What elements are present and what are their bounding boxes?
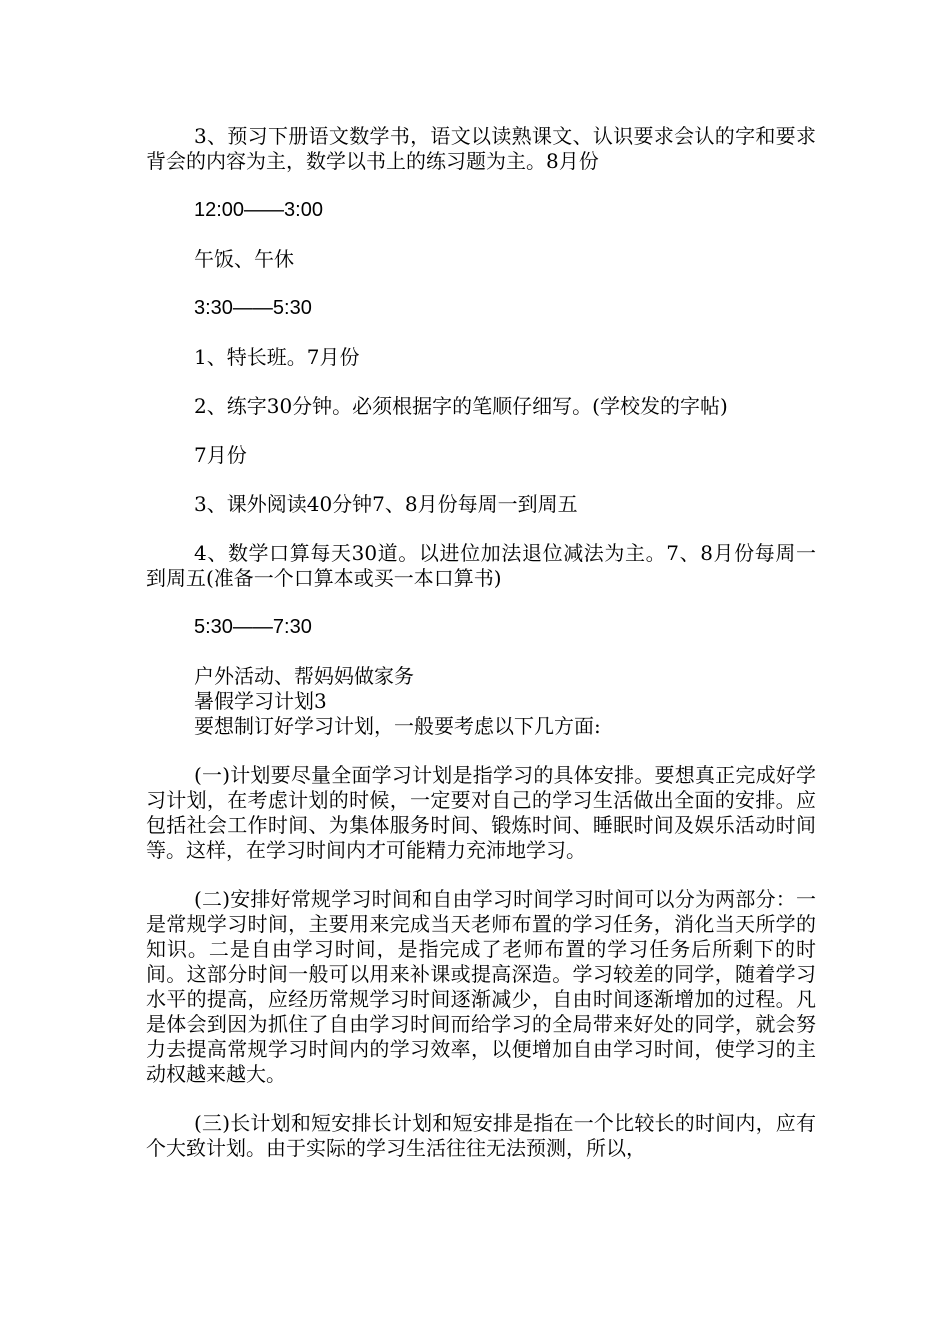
item-month-label: 7月份 — [194, 443, 247, 467]
paragraph-point-one: (一)计划要尽量全面学习计划是指学习的具体安排。要想真正完成好学习计划，在考虑计划的时候，一定要对自己的学习生活做出全面的安排。应包括社会工作时间、为集体服务时间、锻炼时间、睡眠时间及娱乐活动时间等。这样，在学习时间内才可能精力充沛地学习。 — [146, 763, 816, 862]
activity-outdoor-chores: 户外活动、帮妈妈做家务 — [194, 664, 414, 688]
document-body — [146, 124, 816, 1161]
time-slot-noon: 12:00——3:00 — [194, 199, 323, 221]
time-slot-afternoon: 3:30——5:30 — [194, 297, 312, 319]
item-reading: 3、课外阅读40分钟7、8月份每周一到周五 — [194, 492, 578, 516]
paragraph-point-two: (二)安排好常规学习时间和自由学习时间学习时间可以分为两部分：一是常规学习时间，主要用来完成当天老师布置的学习任务，消化当天所学的知识。二是自由学习时间，是指完成了老师布置的学习任务后所剩下的时间。这部分时间一般可以用来补课或提高深造。学习较差的同学，随着学习水平的提高，应经历常规学习时间逐渐减少，自由时间逐渐增加的过程。凡是体会到因为抓住了自由学习时间而给学习的全局带来好处的同学，就会努力去提高常规学习时间内的学习效率，以便增加自由学习时间，使学习的主动权越来越大。 — [146, 887, 816, 1086]
section-heading-plan-3: 暑假学习计划3 — [194, 689, 327, 713]
item-mental-math: 4、数学口算每天30道。以进位加法退位减法为主。7、8月份每周一到周五(准备一个口算本或买一本口算书) — [146, 541, 816, 590]
item-special-class: 1、特长班。7月份 — [194, 345, 360, 369]
paragraph-preview-books: 3、预习下册语文数学书，语文以读熟课文、认识要求会认的字和要求背会的内容为主，数学以书上的练习题为主。8月份 — [146, 124, 816, 173]
activity-lunch-nap: 午饭、午休 — [194, 247, 294, 271]
item-calligraphy: 2、练字30分钟。必须根据字的笔顺仔细写。(学校发的字帖) — [194, 394, 728, 418]
paragraph-intro: 要想制订好学习计划，一般要考虑以下几方面: — [194, 714, 601, 738]
time-slot-evening: 5:30——7:30 — [194, 616, 312, 638]
paragraph-point-three: (三)长计划和短安排长计划和短安排是指在一个比较长的时间内，应有个大致计划。由于实际的学习生活往往无法预测，所以， — [146, 1111, 816, 1160]
